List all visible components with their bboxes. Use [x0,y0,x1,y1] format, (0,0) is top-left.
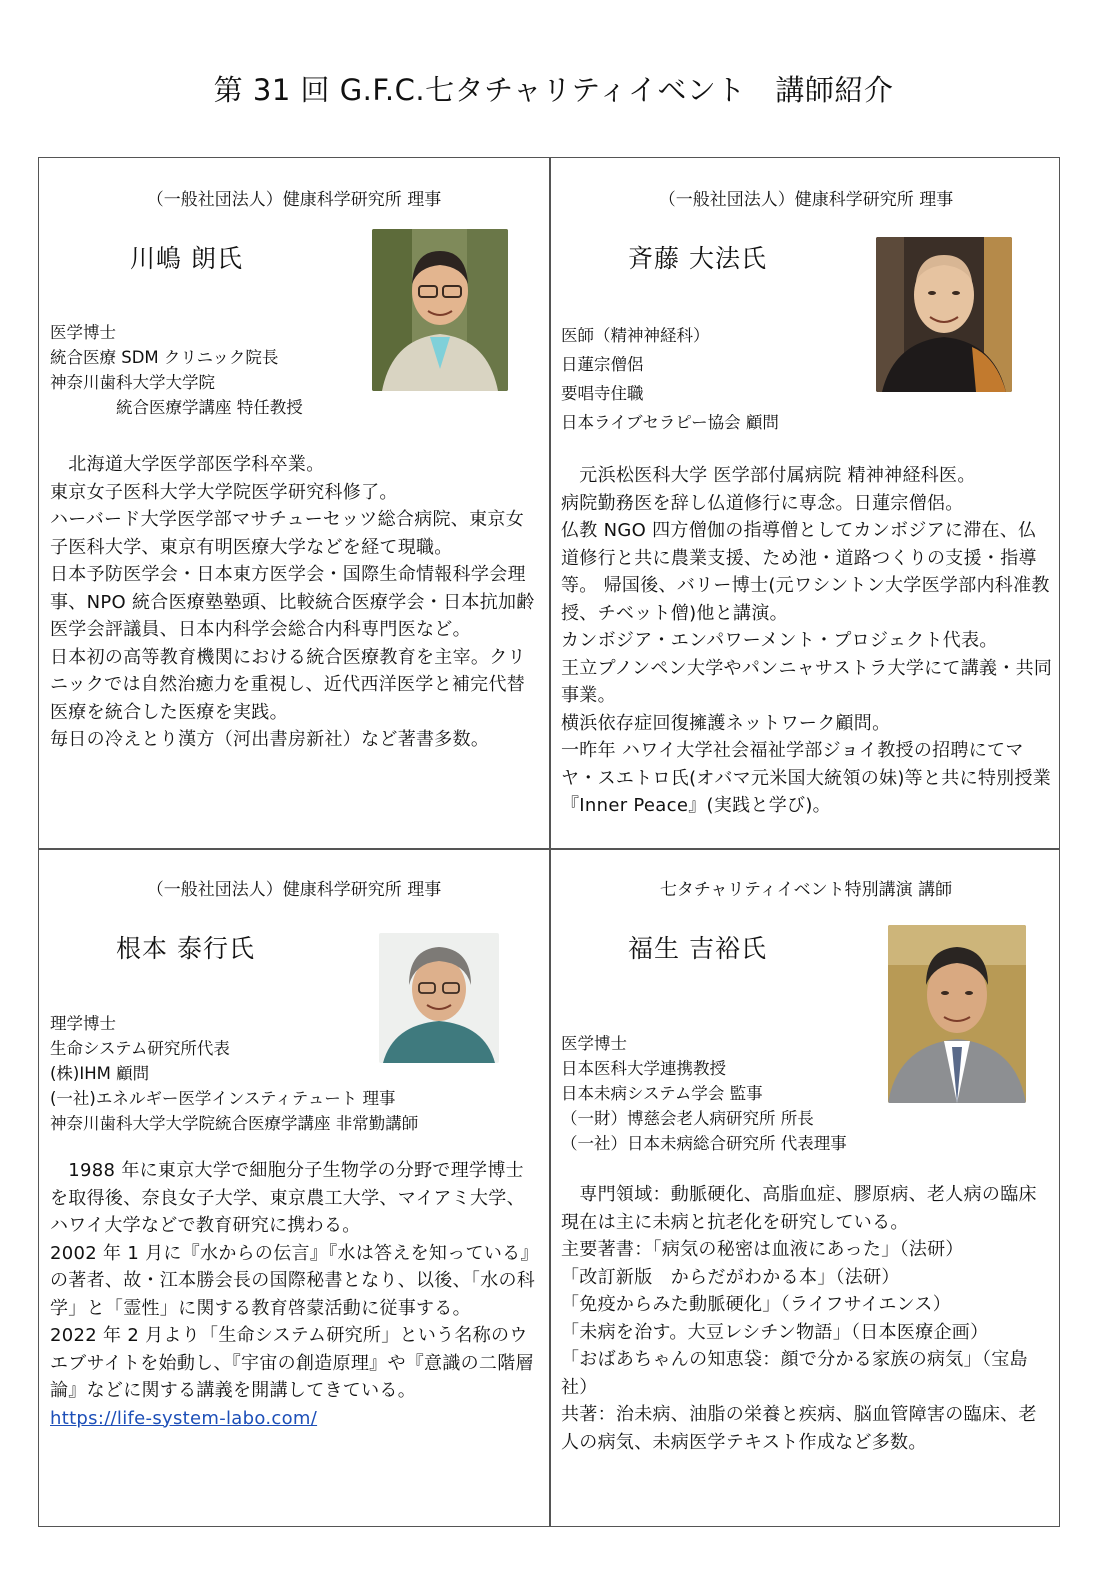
speaker-credentials: 医師（精神神経科） 日蓮宗僧侶 要唱寺住職 日本ライブセラピー協会 顧問 [561,326,779,432]
speaker-bio: 1988 年に東京大学で細胞分子生物学の分野で理学博士を取得後、奈良女子大学、東京農工大学、マイアミ大学、ハワイ大学などで教育研究に携わる。 2002 年 1 月に『水からの伝言』『水は答えを知っている』の著者、故・江本勝会長の国際秘書となり、以後、「水の科学」と「霊性」に関する教育啓蒙活動に従事する。 2022 年 2 月より「生命システム研究所」という名称のウエブサイトを始動し、『宇宙の創造原理』や『意識の二階層論』などに関する講義を開講してきている。 https://life-system-labo.com/ [50,1160,539,1429]
speaker-bio: 北海道大学医学部医学科卒業。 東京女子医科大学大学院医学研究科修了。 ハーバード大学医学部マサチューセッツ総合病院、東京女子医科大学、東京有明医療大学などを経て現職。 日本予防医学会・日本東方医学会・国際生命情報科学会理事、NPO 統合医療塾塾頭、比較統合医療学会・日本抗加齢医学会評議員、日本内科学会総合内科専門医など。 日本初の高等教育機関における統合医療教育を主宰。クリニックでは自然治癒力を重視し、近代西洋医学と補完代替医療を統合した医療を実践。 毎日の冷えとり漢方（河出書房新社）など著書多数。 [50,454,535,750]
speaker-name: 斉藤 大法氏 [628,244,767,273]
portrait-photo [888,925,1026,1103]
portrait-photo [876,237,1012,392]
speaker-card-kawashima [44,157,544,847]
speaker-affiliation: （一般社団法人）健康科学研究所 理事 [146,190,442,210]
portrait-photo [372,229,508,391]
speaker-credentials: 医学博士 日本医科大学連携教授 日本未病システム学会 監事 （一財）博慈会老人病研究所 所長 （一社）日本未病総合研究所 代表理事 [561,1034,847,1153]
speaker-affiliation: （一般社団法人）健康科学研究所 理事 [146,880,442,900]
speaker-affiliation: （一般社団法人）健康科学研究所 理事 [658,190,954,210]
website-link[interactable]: https://life-system-labo.com/ [50,1407,318,1429]
speaker-name: 川嶋 朗氏 [130,244,243,273]
page-title: 第 31 回 G.F.C.七タチャリティイベント 講師紹介 [213,73,894,107]
speaker-credentials: 理学博士 生命システム研究所代表 (株)IHM 顧問 (一社)エネルギー医学インスティテュート 理事 神奈川歯科大学大学院統合医療学講座 非常勤講師 [50,1014,419,1133]
speaker-credentials: 医学博士 統合医療 SDM クリニック院長 神奈川歯科大学大学院 統合医療学講座 特任教授 [50,323,303,417]
speaker-affiliation: 七タチャリティイベント特別講演 講師 [659,880,953,900]
speaker-bio: 専門領域：動脈硬化、高脂血症、膠原病、老人病の臨床 現在は主に未病と抗老化を研究している。 主要著書：「病気の秘密は血液にあった」（法研） 「改訂新版 からだがわかる本」（法研） 「免疫からみた動脈硬化」（ライフサイエンス） 「未病を治す。大豆レシチン物語」（日本医療企画） 「おばあちゃんの知恵袋：顔で分かる家族の病気」（宝島社） 共著：治未病、油脂の栄養と疾病、脳血管障害の臨床、老人の病気、未病医学テキスト作成など多数。 [561,1184,1056,1453]
speaker-name: 福生 吉裕氏 [628,934,767,963]
speaker-card-nemoto [44,849,544,1525]
speaker-card-saito [556,157,1056,847]
speaker-name: 根本 泰行氏 [116,934,255,963]
speaker-card-fukuo [556,849,1056,1525]
grid-divider-vertical [549,157,551,1527]
speaker-bio: 元浜松医科大学 医学部付属病院 精神神経科医。 病院勤務医を辞し仏道修行に専念。日蓮宗僧侶。 仏教 NGO 四方僧伽の指導僧としてカンボジアに滞在、仏道修行と共に農業支援、ため池・道路つくりの支援・指導等。 帰国後、バリー博士(元ワシントン大学医学部内科准教授、チベット僧)他と講演。 カンボジア・エンパワーメント・プロジェクト代表。 王立プノンペン大学やパンニャサストラ大学にて講義・共同事業。 横浜依存症回復擁護ネットワーク顧問。 一昨年 ハワイ大学社会福祉学部ジョイ教授の招聘にてマヤ・スエトロ氏(オバマ元米国大統領の妹)等と共に特別授業『Inner Peace』(実践と学び)。 [561,465,1053,816]
